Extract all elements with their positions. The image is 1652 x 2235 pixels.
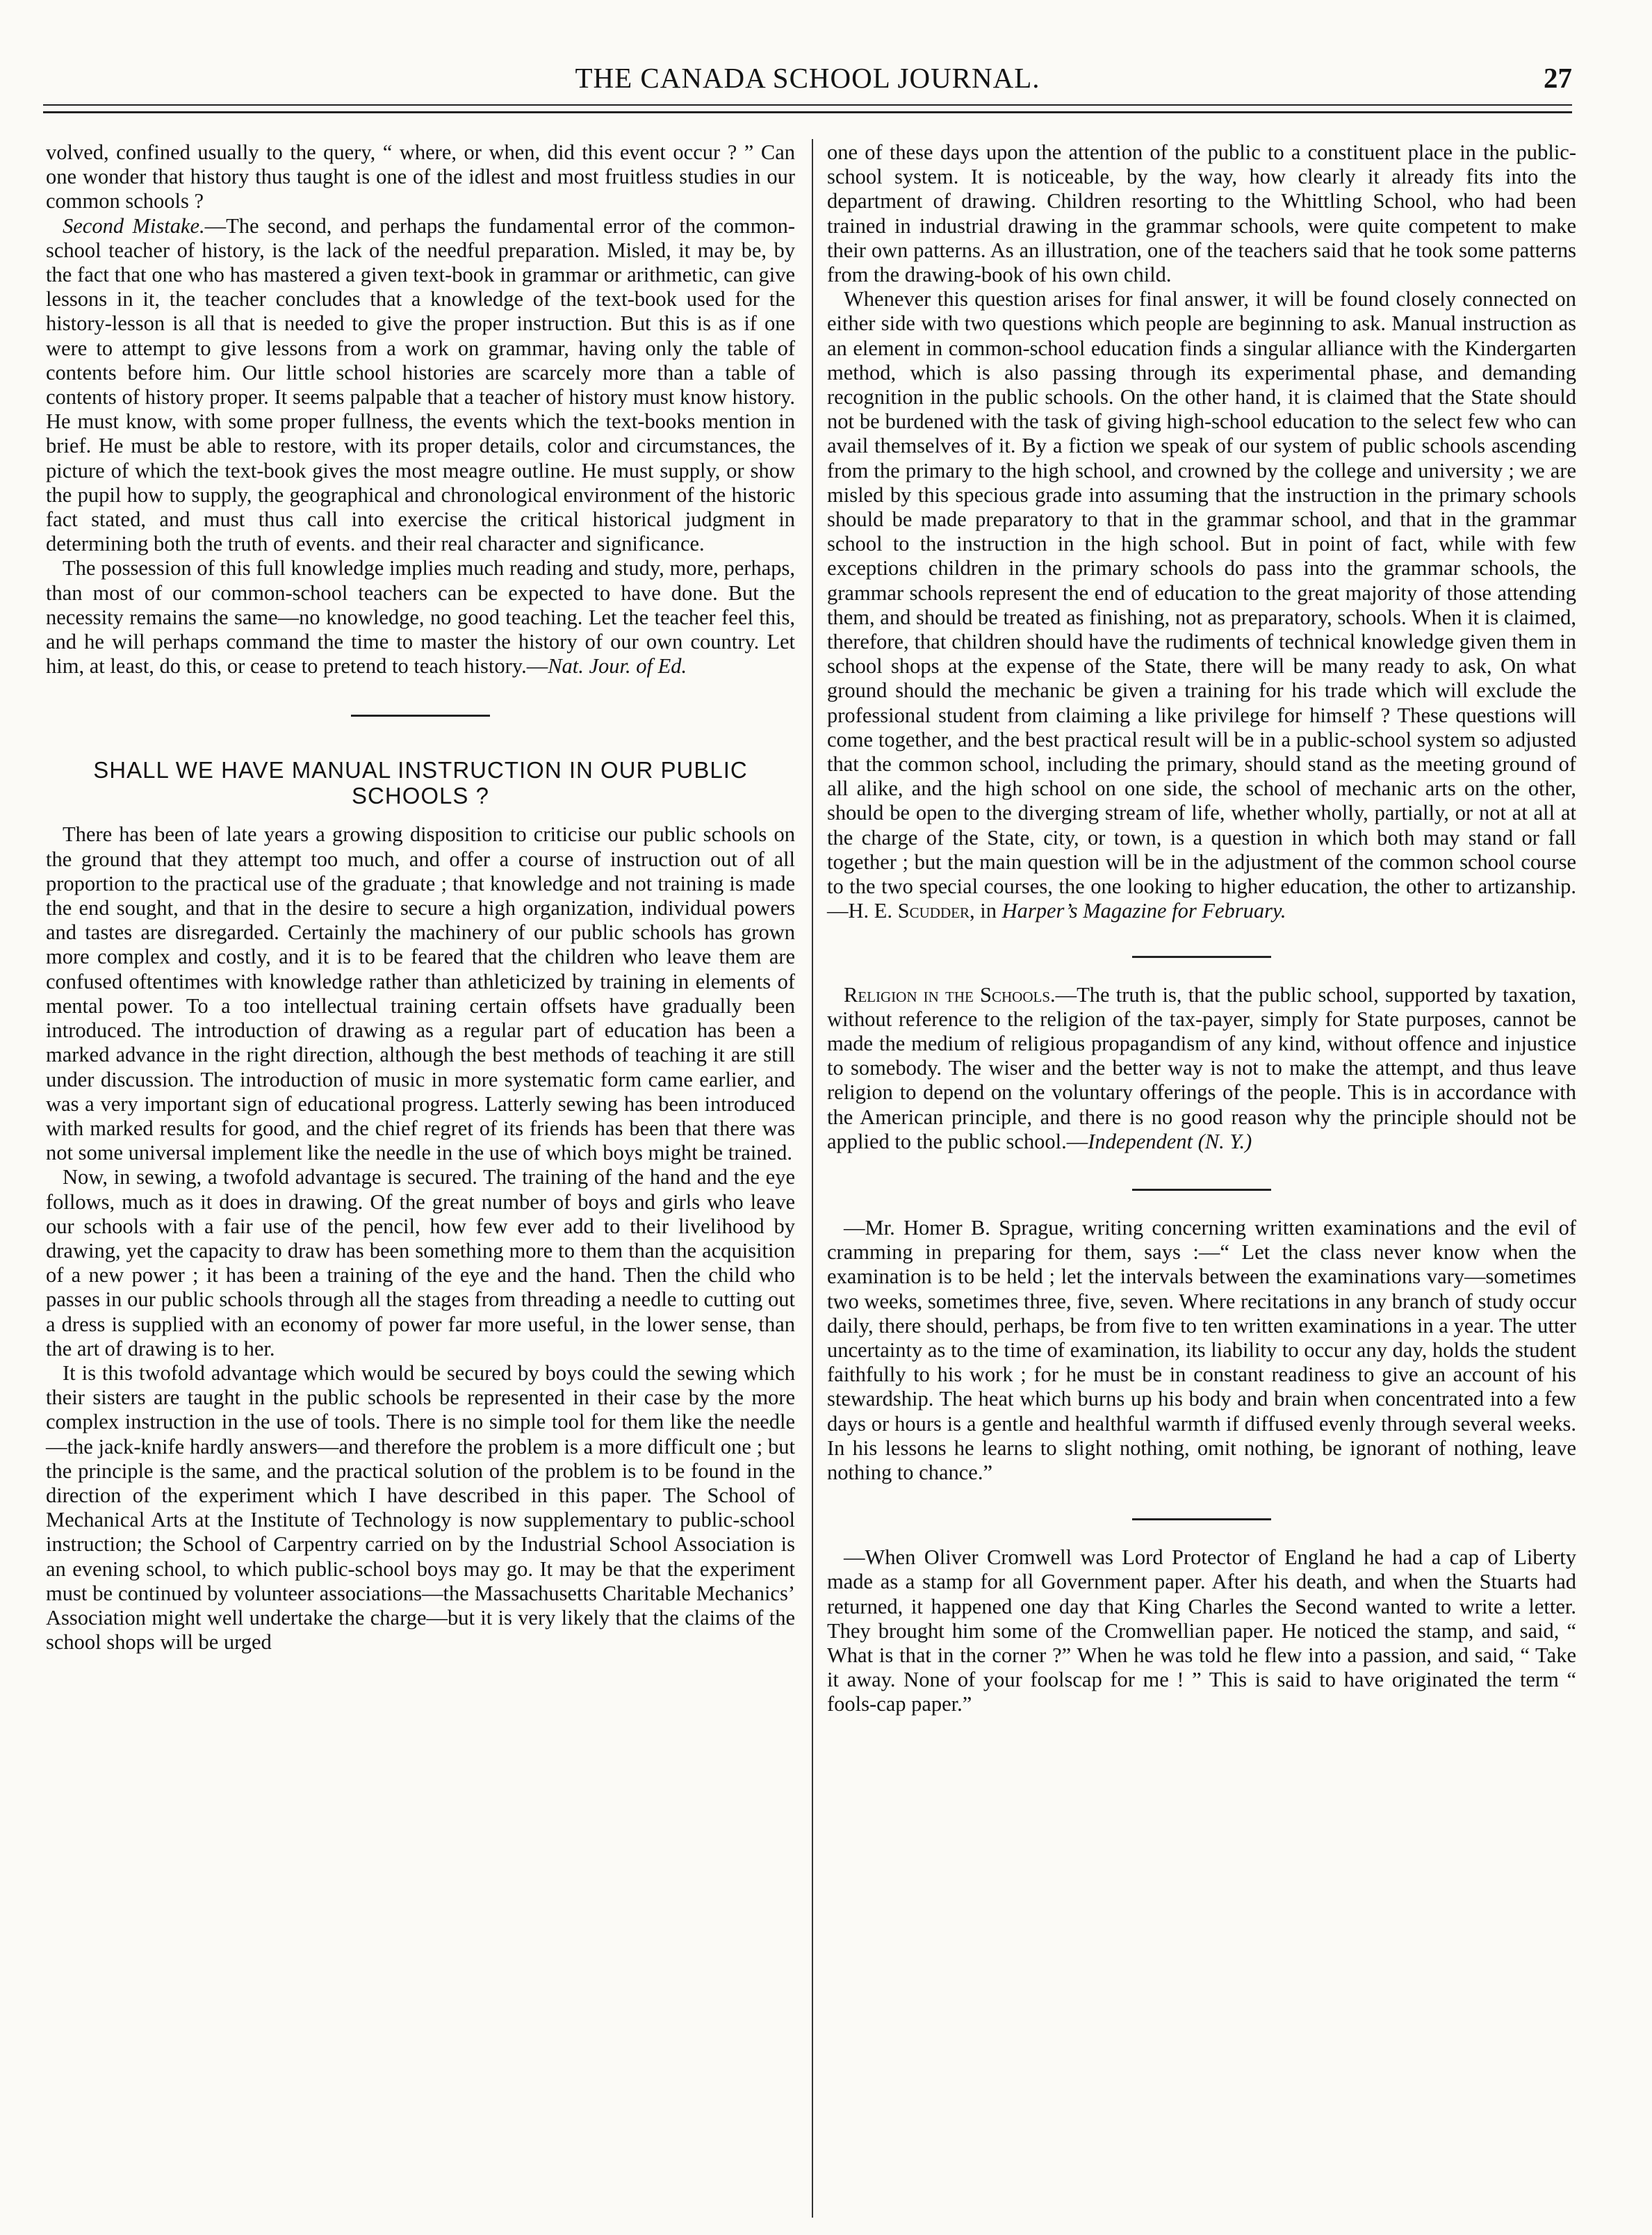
paragraph — [46, 214, 795, 557]
journal-title: THE CANADA SCHOOL JOURNAL. — [575, 62, 1040, 94]
paragraph: It is this twofold advantage which would be secured by boys could the sewing which their sisters are taught in the public schools be represented in their case by the more complex instruction in the use of tools. There is no simple tool for them like the needle—the jack-knife hardly answers—and therefore the problem is a more difficult one ; but the principle is the same, and the practical solution of the problem is to be found in the direction of the experiment which I have described in this paper. The School of Mechanical Arts at the Institute of Technology is now supplementary to public-school instruction; the School of Carpentry carried on by the Industrial School Association is an evening school, to which public-school boys may go. It may be that the experiment must be continued by volunteer associations—the Massachusetts Charitable Mechanics’ Association might well undertake the charge—but it is very likely that the claims of the school shops will be urged — [46, 1360, 795, 1655]
paragraph: volved, confined usually to the query, “ where, or when, did this event occur ? ” Can one wonder that history thus taught is one of the idlest and most fruitless studies in our common schools ? — [46, 140, 795, 213]
paragraph — [46, 556, 795, 678]
paragraph-text: —The truth is, that the public school, supported by taxation, without reference to the religion of the tax-payer, simply for State purposes, cannot be made the medium of religious propagandism of any kind, without offence and injustice to somebody. The wiser and the better way is not to make the attempt, and thus leave religion to depend on the voluntary offerings of the people. This is in accordance with the American principle, and there is no good reason why the principle should not be applied to the public school.— — [827, 982, 1576, 1153]
article-title: SHALL WE HAVE MANUAL INSTRUCTION IN OUR PUBLIC SCHOOLS ? — [93, 757, 748, 809]
paragraph-text: , in — [969, 899, 1002, 923]
paragraph — [827, 983, 1576, 1154]
paragraph-text: Whenever this question arises for final answer, it will be found closely connected on either side with two questions which people are beginning to ask. Manual instruction as an element in common-school education finds a singular alliance with the Kindergarten method, which is also passing through its experimental phase, and demanding recognition in the public schools. On the other hand, it is claimed that the State should not be burdened with the task of giving high-school education to the select few who can avail themselves of it. By a fiction we speak of our system of public schools ascending from the primary to the high school, and crowned by the college and university ; we are misled by this specious grade into assuming that the instruction in the primary schools should be made preparatory to that in the grammar school, and that in the grammar school to the instruction in the high school. But in point of fact, while with few exceptions children in the primary schools do pass into the grammar schools, the grammar schools represent the end of education to the great majority of those attending them, and should be treated as finishing, not as preparatory, schools. When it is claimed, therefore, that children should have the rudiments of technical knowledge given them in school shops at the expense of the State, there will be many ready to ask, On what ground should the mechanic be given a training for his trade which will exclude the professional student from claiming a like privilege for himself ? These questions will come together, and the best practical result will be in a public-school system so adjusted that the common school, including the primary, should stand as the meeting ground of all alike, and the high school on one side, the school of mechanic arts on the other, should be open to the diverging stream of life, whether wholly, partially, or not at all at the charge of the State, city, or town, is a question in which both may stand or fall together ; but the main question will be in the adjustment of the common school course to the two special courses, the one looking to higher education, the other to artizanship.—H. E. — [827, 287, 1576, 923]
paragraph: There has been of late years a growing disposition to criticise our public schools on the ground that they attempt too much, and offer a course of instruction out of all proportion to the practical use of the graduate ; that knowledge and not training is made the end sought, and that in the desire to secure a high organization, individual powers and tastes are disregarded. Certainly the machinery of our public schools has grown more complex and costly, and it is to be feared that the children who leave them are confused oftentimes with knowledge rather than athleticized by training in elements of mental power. To a too intellectual training certain offsets have gradually been introduced. The introduction of drawing as a regular part of education has been a marked advance in the right direction, although the best methods of teaching it are still under discussion. The introduction of music in more systematic form came earlier, and was a very important sign of educational progress. Latterly sewing has been introduced with marked results for good, and the chief regret of its friends has been that there was not some universal implement like the needle in the use of which boys might be trained. — [46, 822, 795, 1165]
source-citation: Harper’s Magazine for February. — [1001, 899, 1286, 923]
paragraph — [827, 287, 1576, 923]
paragraph-text: The possession of this full knowledge implies much reading and study, more, perhaps, than most of our common-school teachers can be expected to have done. But the necessity remains the same—no knowledge, no good teaching. Let the teacher feel this, and he will perhaps command the time to master the history of our own country. Let him, at least, do this, or cease to pretend to teach history.— — [46, 556, 795, 678]
author-name: Scudder — [897, 899, 970, 923]
header-rule — [43, 104, 1572, 106]
source-citation: Nat. Jour. of Ed. — [548, 654, 687, 678]
right-column — [827, 140, 1576, 1717]
header-double-rule — [43, 111, 1572, 113]
column-divider — [812, 139, 813, 2218]
paragraph: —Mr. Homer B. Sprague, writing concerning written examinations and the evil of cramming in preparing for them, says :—“ Let the class never know when the examination is to be held ; let the intervals between the examinations vary—sometimes two weeks, sometimes three, five, seven. Where recitations in any branch of study occur daily, there should, perhaps, be from five to ten written examinations in a year. The utter uncertainty as to the time of examination, its liability to occur any day, holds the student faithfully to his work ; for he must be in constant readiness to give an account of his stewardship. The heat which burns up his body and brain when concentrated into a few days or hours is a gentle and healthful warmth if diffused evenly through several weeks. In his lessons he learns to slight nothing, omit nothing, be ignorant of nothing, leave nothing to chance.” — [827, 1215, 1576, 1484]
paragraph-lead: Religion in the Schools. — [844, 982, 1056, 1007]
paragraph: Now, in sewing, a twofold advantage is secured. The training of the hand and the eye follows, much as it does in drawing. Of the great number of boys and girls who leave our schools with a fair use of the pencil, how few ever add to their livelihood by drawing, yet the capacity to draw has been something more to them than the acquisition of a new power ; it has been a training of the eye and the hand. Then the child who passes in our public schools through all the stages from threading a needle to cutting out a dress is supplied with an economy of power far more useful, in the lower sense, than the art of drawing is to her. — [46, 1165, 795, 1360]
page-number: 27 — [1544, 62, 1572, 94]
paragraph-text: —The second, and perhaps the fundamental error of the common-school teacher of history, is the lack of the needful preparation. Misled, it may be, by the fact that one who has mastered a given text-book in grammar or arithmetic, can give lessons in it, the teacher concludes that a knowledge of the text-book used for the history-lesson is all that is needed to give the proper instruction. But this is as if one were to attempt to give lessons from a work on grammar, having only the table of contents before him. Our little school histories are scarcely more than a table of contents of history proper. It seems palpable that a teacher of history must know history. He must know, with some proper fullness, the events which the text-books mention in brief. He must be able to restore, with its proper details, color and circumstances, the picture of which the text-book gives the most meagre outline. He must supply, or show the pupil how to supply, the geographical and chronological environment of the historic fact stated, and must thus call into exercise the critical historical judgment in determining both the truth of events. and their real character and significance. — [46, 213, 796, 556]
paragraph: —When Oliver Cromwell was Lord Protector of England he had a cap of Liberty made as a stamp for all Government paper. After his death, and when the Stuarts had returned, it happened one day that King Charles the Second wanted to write a letter. They brought him some of the Cromwellian paper. He noticed the stamp, and said, “ What is that in the corner ?” When he was told he flew into a passion, and said, “ Take it away. None of your foolscap for me ! ” This is said to have originated the term “ fools-cap paper.” — [827, 1545, 1576, 1716]
running-head — [43, 58, 1572, 100]
paragraph-lead: Second Mistake. — [63, 213, 205, 238]
left-column — [46, 140, 795, 1655]
source-citation: Independent (N. Y.) — [1088, 1129, 1252, 1153]
paragraph: one of these days upon the attention of the public to a constituent place in the public-school system. It is noticeable, by the way, how clearly it already fits into the department of drawing. Children resorting to the Whittling School, who had been trained in industrial drawing in the grammar schools, were quite competent to make their own patterns. As an illustration, one of the teachers said that he took some patterns from the drawing-book of his own child. — [827, 140, 1576, 287]
